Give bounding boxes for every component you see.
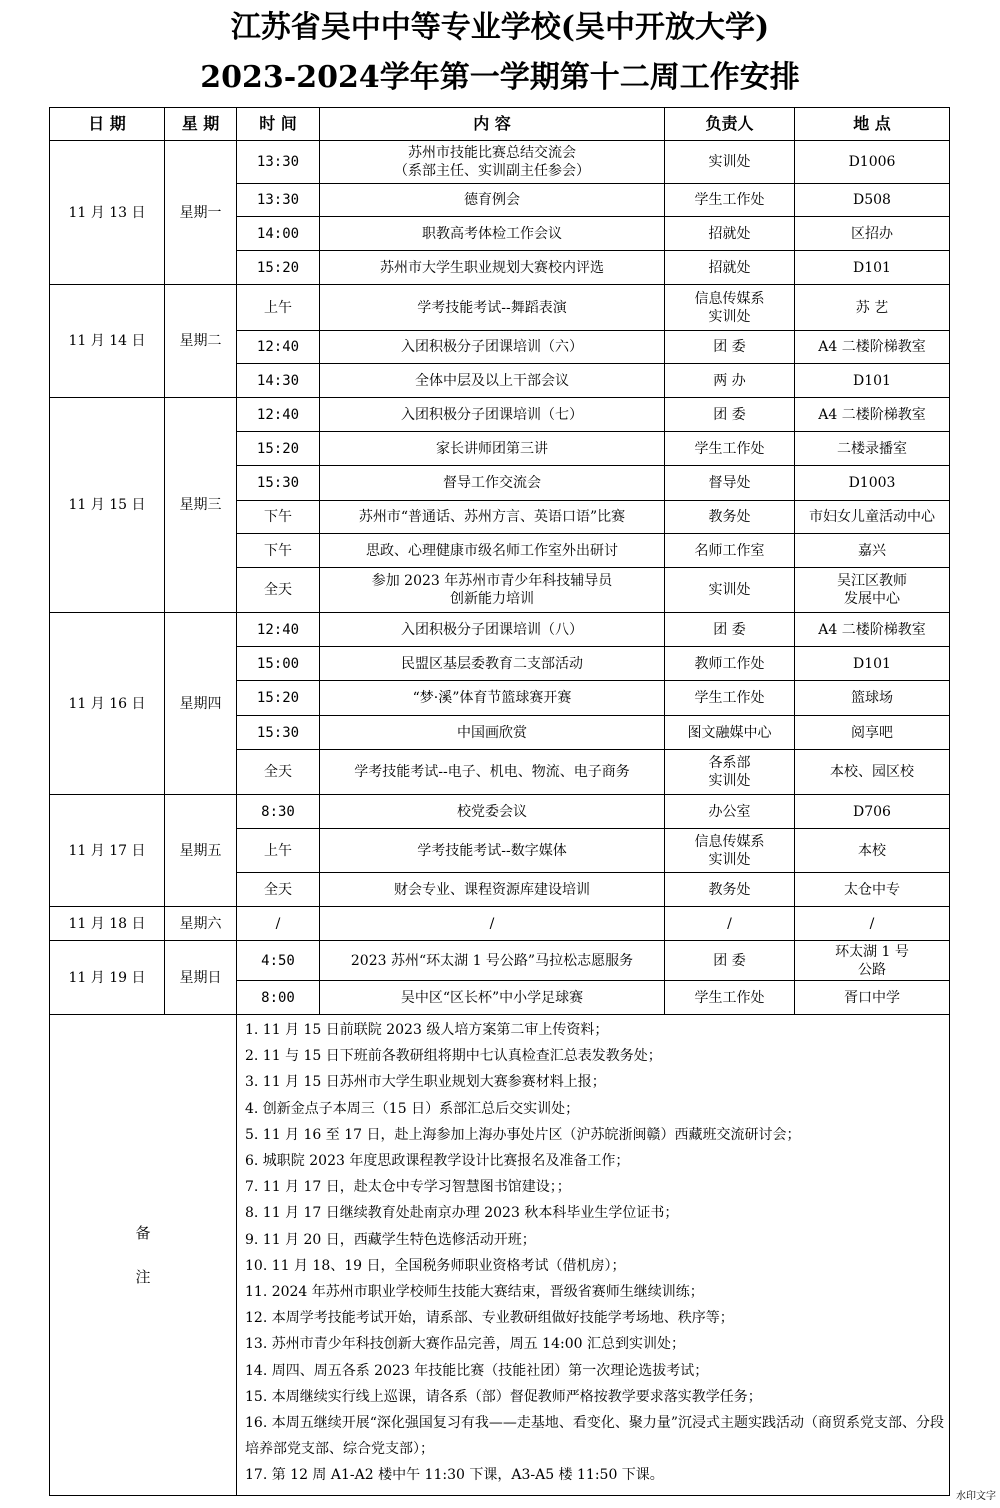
cell-owner xyxy=(665,501,795,534)
cell-place xyxy=(795,873,950,907)
cell-owner-line: 招就处 xyxy=(708,259,751,276)
cell-content xyxy=(320,184,665,217)
cell-owner xyxy=(665,251,795,285)
cell-content-line: “梦·溪”体育节篮球赛开赛 xyxy=(412,690,572,706)
cell-content xyxy=(320,750,665,795)
schedule-row xyxy=(50,907,950,941)
note-item: 1. 11 月 15 日前联院 2023 级人培方案第二审上传资料； xyxy=(245,1022,609,1038)
note-item: 2. 11 与 15 日下班前各教研组将期中七认真检查汇总表发教务处； xyxy=(245,1048,662,1065)
cell-place-line: 区招办 xyxy=(851,225,893,242)
schedule-table xyxy=(49,107,950,1496)
cell-owner-line: 实训处 xyxy=(708,773,751,789)
cell-content-line: 财会专业、课程资源库建设培训 xyxy=(394,881,590,898)
cell-content-line: 职教高考体检工作会议 xyxy=(422,225,562,242)
cell-place-line: 公路 xyxy=(858,961,886,978)
schedule-row xyxy=(50,941,950,981)
cell-owner xyxy=(665,534,795,568)
cell-place-line: D101 xyxy=(853,259,891,276)
cell-place xyxy=(795,184,950,217)
cell-place-line: 苏 艺 xyxy=(855,299,889,316)
cell-time: 上午 xyxy=(237,285,320,331)
cell-place-line: D101 xyxy=(853,372,891,389)
cell-content-line: 入团积极分子团课培训（七） xyxy=(401,406,583,423)
cell-place xyxy=(795,613,950,647)
cell-content xyxy=(320,981,665,1015)
cell-content-line: 全体中层及以上干部会议 xyxy=(415,372,569,389)
cell-owner-line: 学生工作处 xyxy=(694,440,765,457)
cell-place-line: D706 xyxy=(853,803,891,820)
note-item: 7. 11 月 17 日，赴太仓中专学习智慧图书馆建设；； xyxy=(245,1179,571,1196)
note-item: 6. 城职院 2023 年度思政课程教学设计比赛报名及准备工作； xyxy=(245,1153,630,1170)
cell-time: 8:30 xyxy=(237,795,320,829)
cell-place xyxy=(795,251,950,285)
note-item: 15. 本周继续实行线上巡课，请各系（部）督促教师严格按教学要求落实教学任务； xyxy=(245,1388,762,1405)
cell-content xyxy=(320,398,665,432)
note-item: 16. 本周五继续开展“深化强国复习有我——走基地、看变化、聚力量”沉浸式主题实践活动（商贸系党支部、分段培养部党支部、综合党支部）； xyxy=(245,1415,945,1458)
cell-owner-line: 办公室 xyxy=(708,803,751,820)
cell-time: 14:00 xyxy=(237,217,320,251)
cell-time: 15:00 xyxy=(237,647,320,681)
cell-content xyxy=(320,829,665,873)
cell-content-line: 入团积极分子团课培训（六） xyxy=(401,339,583,355)
note-item: 11. 2024 年苏州市职业学校师生技能大赛结束，晋级省赛师生继续训练； xyxy=(245,1284,704,1301)
document-title: 江苏省吴中中等专业学校(吴中开放大学) xyxy=(230,10,770,45)
cell-content xyxy=(320,716,665,750)
cell-content-line: 创新能力培训 xyxy=(450,591,534,607)
cell-time: 全天 xyxy=(237,568,320,613)
cell-owner-line: 督导处 xyxy=(708,475,751,491)
cell-owner xyxy=(665,681,795,716)
cell-place-line: D508 xyxy=(853,192,891,208)
cell-time: 12:40 xyxy=(237,331,320,364)
cell-owner-line: 实训处 xyxy=(708,308,751,325)
cell-content xyxy=(320,466,665,501)
cell-owner-line: 学生工作处 xyxy=(694,989,765,1006)
cell-owner-line: 学生工作处 xyxy=(694,192,765,208)
cell-time: 全天 xyxy=(237,873,320,907)
cell-owner-line: 实训处 xyxy=(708,851,751,868)
col-date: 日 期 xyxy=(50,108,165,141)
cell-owner-line: 信息传媒系 xyxy=(694,833,765,850)
cell-content xyxy=(320,647,665,681)
cell-owner xyxy=(665,331,795,364)
cell-place-line: A4 二楼阶梯教室 xyxy=(818,339,926,355)
cell-content-line: 中国画欣赏 xyxy=(457,724,527,741)
cell-owner xyxy=(665,941,795,981)
cell-owner-line: 名师工作室 xyxy=(694,542,765,559)
cell-owner-line: 两 办 xyxy=(713,372,746,389)
cell-owner xyxy=(665,184,795,217)
cell-place xyxy=(795,432,950,466)
cell-content xyxy=(320,432,665,466)
cell-content-line: 苏州市“普通话、苏州方言、英语口语”比赛 xyxy=(358,509,626,525)
header-row xyxy=(50,108,950,141)
note-item: 3. 11 月 15 日苏州市大学生职业规划大赛参赛材料上报； xyxy=(245,1074,606,1091)
cell-place xyxy=(795,141,950,184)
cell-place xyxy=(795,750,950,795)
cell-time: 下午 xyxy=(237,534,320,568)
cell-time: 13:30 xyxy=(237,184,320,217)
cell-owner-line: 教务处 xyxy=(708,509,751,525)
cell-place xyxy=(795,398,950,432)
cell-owner-line: 实训处 xyxy=(708,582,751,598)
cell-time: 15:20 xyxy=(237,432,320,466)
cell-time: 14:30 xyxy=(237,364,320,398)
cell-owner-line: 各系部 xyxy=(708,755,751,771)
cell-owner-line: 实训处 xyxy=(708,154,751,170)
note-item: 14. 周四、周五各系 2023 年技能比赛（技能社团）第一次理论选拔考试； xyxy=(245,1362,709,1379)
cell-place xyxy=(795,716,950,750)
cell-date: 11 月 14 日 xyxy=(50,285,165,398)
cell-owner xyxy=(665,432,795,466)
cell-place-line: A4 二楼阶梯教室 xyxy=(818,406,926,423)
notes-list xyxy=(237,1015,950,1496)
cell-content xyxy=(320,613,665,647)
col-place: 地 点 xyxy=(795,108,950,141)
cell-time: 12:40 xyxy=(237,613,320,647)
cell-place-line: D1003 xyxy=(848,475,896,491)
cell-content xyxy=(320,285,665,331)
cell-content-line: 吴中区“区长杯”中小学足球赛 xyxy=(400,989,584,1006)
cell-time: 15:20 xyxy=(237,681,320,716)
cell-place xyxy=(795,331,950,364)
cell-place xyxy=(795,907,950,941)
cell-place-line: 环太湖 1 号 xyxy=(835,943,909,960)
note-item: 10. 11 月 18、19 日，全国税务师职业资格考试（借机房）； xyxy=(245,1257,626,1274)
cell-weekday: 星期二 xyxy=(165,285,237,398)
cell-owner xyxy=(665,981,795,1015)
cell-date: 11 月 16 日 xyxy=(50,613,165,795)
cell-date: 11 月 19 日 xyxy=(50,941,165,1015)
cell-weekday: 星期日 xyxy=(165,941,237,1015)
cell-place-line: 篮球场 xyxy=(851,690,893,706)
schedule-row xyxy=(50,613,950,647)
note-item: 17. 第 12 周 A1-A2 楼中午 11:30 下课，A3-A5 楼 11:50 下课。 xyxy=(245,1467,664,1484)
cell-content-line: 思政、心理健康市级名师工作室外出研讨 xyxy=(366,542,618,559)
cell-content-line: 督导工作交流会 xyxy=(443,475,541,491)
cell-place-line: 本校 xyxy=(858,842,886,859)
cell-date: 11 月 17 日 xyxy=(50,795,165,907)
notes-label xyxy=(50,1015,237,1496)
cell-time: 12:40 xyxy=(237,398,320,432)
cell-time: 15:30 xyxy=(237,466,320,501)
cell-content-line: 校党委会议 xyxy=(457,803,527,820)
cell-content xyxy=(320,568,665,613)
cell-place xyxy=(795,981,950,1015)
cell-content-line: 2023 苏州“环太湖 1 号公路”马拉松志愿服务 xyxy=(350,952,634,969)
cell-place-line: 嘉兴 xyxy=(858,542,886,559)
cell-content-line: 苏州市技能比赛总结交流会 xyxy=(408,145,576,161)
col-weekday: 星 期 xyxy=(165,108,237,141)
cell-place-line: 吴江区教师 xyxy=(837,573,907,589)
cell-owner xyxy=(665,613,795,647)
cell-content xyxy=(320,501,665,534)
cell-date: 11 月 13 日 xyxy=(50,141,165,285)
cell-place xyxy=(795,501,950,534)
cell-weekday: 星期一 xyxy=(165,141,237,285)
cell-content xyxy=(320,873,665,907)
col-owner: 负责人 xyxy=(665,108,795,141)
cell-content xyxy=(320,681,665,716)
cell-content xyxy=(320,364,665,398)
cell-date: 11 月 18 日 xyxy=(50,907,165,941)
cell-weekday: 星期五 xyxy=(165,795,237,907)
cell-place xyxy=(795,647,950,681)
cell-content xyxy=(320,941,665,981)
cell-owner xyxy=(665,364,795,398)
cell-content-line: 民盟区基层委教育二支部活动 xyxy=(401,655,583,672)
cell-owner-line: 招就处 xyxy=(708,225,751,242)
cell-time: / xyxy=(237,907,320,941)
cell-time: 15:30 xyxy=(237,716,320,750)
note-item: 9. 11 月 20 日，西藏学生特色选修活动开班； xyxy=(245,1231,536,1248)
cell-owner xyxy=(665,750,795,795)
cell-owner xyxy=(665,795,795,829)
cell-content-line: / xyxy=(489,915,495,932)
cell-content-line: 参加 2023 年苏州市青少年科技辅导员 xyxy=(371,573,613,589)
cell-content xyxy=(320,141,665,184)
schedule-row xyxy=(50,285,950,331)
cell-content-line: 入团积极分子团课培训（八） xyxy=(401,621,583,638)
cell-owner xyxy=(665,398,795,432)
cell-content xyxy=(320,795,665,829)
cell-place-line: 阅享吧 xyxy=(851,724,893,741)
cell-place xyxy=(795,217,950,251)
cell-content xyxy=(320,331,665,364)
cell-content-line: （系部主任、实训副主任参会） xyxy=(394,163,590,179)
cell-place-line: D101 xyxy=(853,655,891,672)
cell-content-line: 德育例会 xyxy=(464,192,520,208)
cell-owner xyxy=(665,466,795,501)
watermark-text: 水印文字 xyxy=(956,1491,996,1502)
cell-owner-line: 图文融媒中心 xyxy=(687,724,772,741)
document-subtitle: 2023-2024学年第一学期第十二周工作安排 xyxy=(200,60,800,95)
cell-weekday: 星期三 xyxy=(165,398,237,613)
cell-owner xyxy=(665,647,795,681)
cell-owner-line: 团 委 xyxy=(713,621,746,638)
cell-time: 下午 xyxy=(237,501,320,534)
note-item: 12. 本周学考技能考试开始，请系部、专业教研组做好技能学考场地、秩序等； xyxy=(245,1310,734,1327)
cell-place-line: / xyxy=(869,915,875,932)
schedule-row xyxy=(50,141,950,184)
col-time: 时 间 xyxy=(237,108,320,141)
cell-owner-line: 团 委 xyxy=(713,406,746,423)
cell-time: 上午 xyxy=(237,829,320,873)
cell-content-line: 学考技能考试--数字媒体 xyxy=(417,842,567,859)
cell-owner xyxy=(665,217,795,251)
cell-owner xyxy=(665,141,795,184)
cell-place-line: 胥口中学 xyxy=(844,989,900,1006)
cell-place xyxy=(795,285,950,331)
cell-content-line: 学考技能考试--舞蹈表演 xyxy=(417,299,567,316)
notes-label-bottom: 注 xyxy=(135,1267,151,1286)
cell-time: 13:30 xyxy=(237,141,320,184)
note-item: 5. 11 月 16 至 17 日，赴上海参加上海办事处片区（沪苏皖浙闽赣）西藏班交流研讨会； xyxy=(245,1126,801,1143)
cell-time: 15:20 xyxy=(237,251,320,285)
col-content: 内 容 xyxy=(320,108,665,141)
cell-owner-line: / xyxy=(727,915,732,932)
cell-content-line: 学考技能考试--电子、机电、物流、电子商务 xyxy=(354,764,630,780)
note-item: 4. 创新金点子本周三（15 日）系部汇总后交实训处； xyxy=(245,1100,580,1117)
cell-owner-line: 信息传媒系 xyxy=(694,290,765,307)
cell-owner xyxy=(665,716,795,750)
cell-owner xyxy=(665,873,795,907)
cell-weekday: 星期四 xyxy=(165,613,237,795)
cell-owner xyxy=(665,285,795,331)
note-item: 13. 苏州市青少年科技创新大赛作品完善，周五 14:00 汇总到实训处； xyxy=(245,1336,685,1353)
cell-time: 8:00 xyxy=(237,981,320,1015)
cell-content xyxy=(320,217,665,251)
cell-place xyxy=(795,534,950,568)
cell-place xyxy=(795,681,950,716)
cell-date: 11 月 15 日 xyxy=(50,398,165,613)
schedule-row xyxy=(50,795,950,829)
cell-owner-line: 团 委 xyxy=(713,339,746,355)
cell-place-line: D1006 xyxy=(848,154,896,170)
cell-content xyxy=(320,251,665,285)
cell-place-line: A4 二楼阶梯教室 xyxy=(818,621,926,638)
cell-place xyxy=(795,568,950,613)
cell-owner xyxy=(665,829,795,873)
cell-content-line: 家长讲师团第三讲 xyxy=(436,440,548,457)
cell-owner xyxy=(665,907,795,941)
cell-content-line: 苏州市大学生职业规划大赛校内评选 xyxy=(380,259,604,276)
cell-place xyxy=(795,795,950,829)
cell-owner-line: 学生工作处 xyxy=(694,690,765,706)
cell-place xyxy=(795,466,950,501)
cell-place-line: 太仓中专 xyxy=(844,881,900,898)
cell-place-line: 二楼录播室 xyxy=(837,440,907,457)
cell-owner-line: 教务处 xyxy=(708,881,751,898)
cell-content xyxy=(320,907,665,941)
schedule-row xyxy=(50,398,950,432)
notes-row xyxy=(50,1015,950,1496)
cell-place-line: 市妇女儿童活动中心 xyxy=(809,509,935,525)
cell-time: 4:50 xyxy=(237,941,320,981)
cell-content xyxy=(320,534,665,568)
cell-time: 全天 xyxy=(237,750,320,795)
cell-place xyxy=(795,364,950,398)
cell-owner xyxy=(665,568,795,613)
cell-owner-line: 教师工作处 xyxy=(694,655,765,672)
note-item: 8. 11 月 17 日继续教育处赴南京办理 2023 秋本科毕业生学位证书； xyxy=(245,1205,679,1222)
notes-label-top: 备 xyxy=(135,1223,151,1242)
cell-place-line: 发展中心 xyxy=(844,591,900,607)
cell-place-line: 本校、园区校 xyxy=(830,764,914,780)
cell-owner-line: 团 委 xyxy=(713,952,746,969)
cell-place xyxy=(795,829,950,873)
cell-weekday: 星期六 xyxy=(165,907,237,941)
cell-place xyxy=(795,941,950,981)
